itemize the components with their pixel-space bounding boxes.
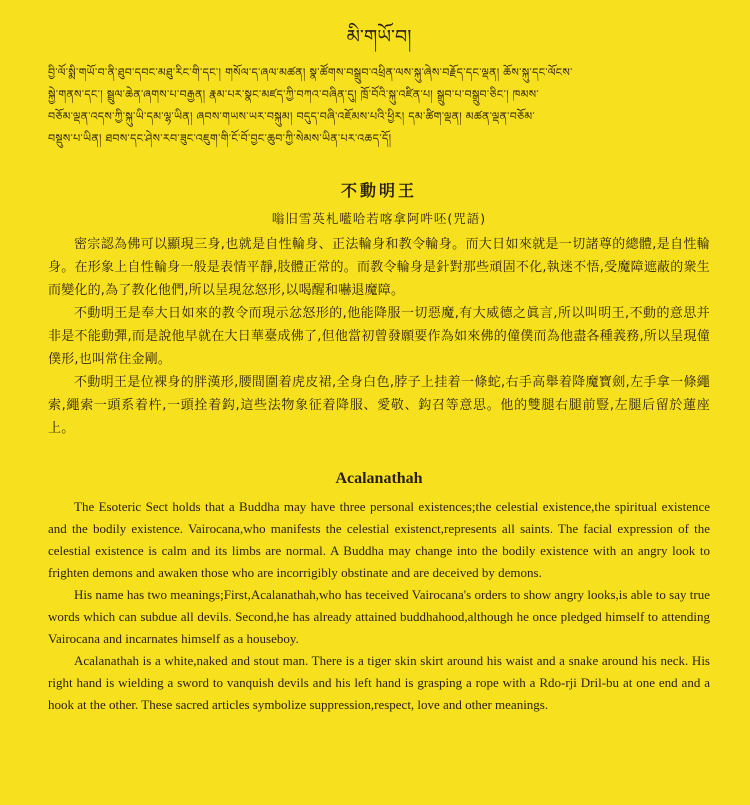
chinese-paragraph: 不動明王是位裸身的胖漢形,腰間圍着虎皮裙,全身白色,脖子上挂着一條蛇,右手高舉着降魔寶劍,左手拿一條繩索,繩索一頭系着杵,一頭拴着鈎,這些法物象征着降服、愛敬、鈎召等意思。他的雙腿右腿前豎,左腿后留於蓮座上。	[48, 375, 710, 436]
tibetan-line: སྐྱེ་གནས་དང་། སྦྲུལ་ཆེན་ཞགས་པ་བརྒྱན། རྣམ་པར་སྣང་མཛད་ཀྱི་བཀའ་བཞིན་དུ། ཁྲོ་བོའི་སྐུ་འཛིན་པ། སྒྲུབ་པ་བསྒྲུབ་ཅིང་། ཁམས་	[48, 88, 539, 101]
chinese-paragraph: 不動明王是奉大日如來的教令而現示忿怒形的,他能降服一切惡魔,有大威德之眞言,所以叫明王,不動的意思并非是不能動彈,而是說他早就在大日華臺成佛了,但他當初曾發願要作為如來佛的僮僕而為他盡各種義務,所以呈現僮僕形,也叫常住金剛。	[48, 306, 710, 367]
tibetan-text	[48, 62, 710, 150]
tibetan-title: མི་གཡོ་བ།	[346, 26, 412, 48]
chinese-text	[48, 233, 710, 440]
chinese-title: 不動明王	[340, 181, 417, 200]
chinese-paragraph: 密宗認為佛可以顯現三身,也就是自性輪身、正法輪身和教令輪身。而大日如來就是一切諸尊的總體,是自性輪身。在形象上自性輪身一般是表情平靜,肢體正常的。而教令輪身是針對那些頑固不化,執迷不悟,受魔障遮蔽的衆生而變化的,為了教化他們,所以呈現忿怒形,以喝醒和嚇退魔障。	[48, 237, 710, 298]
tibetan-line: བཅོམ་ལྡན་འདས་ཀྱི་སྐུ་ཡི་དམ་ལྷ་ཡིན། ཞབས་གཡས་ཡར་བསྐུམ། བདུད་བཞི་འཇོམས་པའི་ཕྱིར། དམ་ཚིག་ལྡན། མཚན་ལྡན་བཅོམ་	[48, 110, 536, 123]
chinese-subtitle: 嗡旧雪英札㘕哈若喀拿阿吽呸(咒語)	[271, 211, 487, 226]
english-paragraph: His name has two meanings;First,Acalanathah,who has teceived Vairocana's orders to show angry looks,is able to say true words which can subdue all devils. Second,he has already attained buddhahood,although he once pledged himself to attending Vairocana and incarnates himself as a houseboy.	[48, 587, 710, 646]
english-text	[48, 496, 710, 716]
english-paragraph: The Esoteric Sect holds that a Buddha may have three personal existences;the celestial existence,the spiritual existence and the bodily existence. Vairocana,who manifests the celestial existenct,represents all saints. The facial expression of the celestial existence is calm and its limbs are normal. A Buddha may change into the bodily existence with an angry look to frighten demons and awaken those who are incorrigibly obstinate and are deceived by demons.	[48, 499, 710, 580]
english-paragraph: Acalanathah is a white,naked and stout man. There is a tiger skin skirt around his waist and a snake around his neck. His right hand is wielding a sword to vanquish devils and his left hand is grasping a rope with a Rdo-rji Dril-bu at one end and a hook at the other. These sacred articles symbolize suppression,respect, love and other meanings.	[48, 653, 710, 712]
tibetan-line: བསྡུས་པ་ཡིན། ཐབས་དང་ཤེས་རབ་ཟུང་འཇུག་གི་ངོ་བོ་བྱང་ཆུབ་ཀྱི་སེམས་ཡིན་པར་འཆད་དོ།	[48, 132, 392, 145]
tibetan-line: བྱི་ལོ་སྨི་གཡོ་བ་ནི་ཐུབ་དབང་མཐུ་རིང་གི་དང་། གསོལ་ད་ཞལ་མཚན། སྣ་ཚོགས་བསྒྲུབ་འཕྲིན་ལས་སྐུ་ཞེས་བརྗོད་དང་ལྡན། ཆོས་སྐུ་དང་ལོངས་	[48, 66, 573, 79]
english-title: Acalanathah	[335, 470, 423, 487]
